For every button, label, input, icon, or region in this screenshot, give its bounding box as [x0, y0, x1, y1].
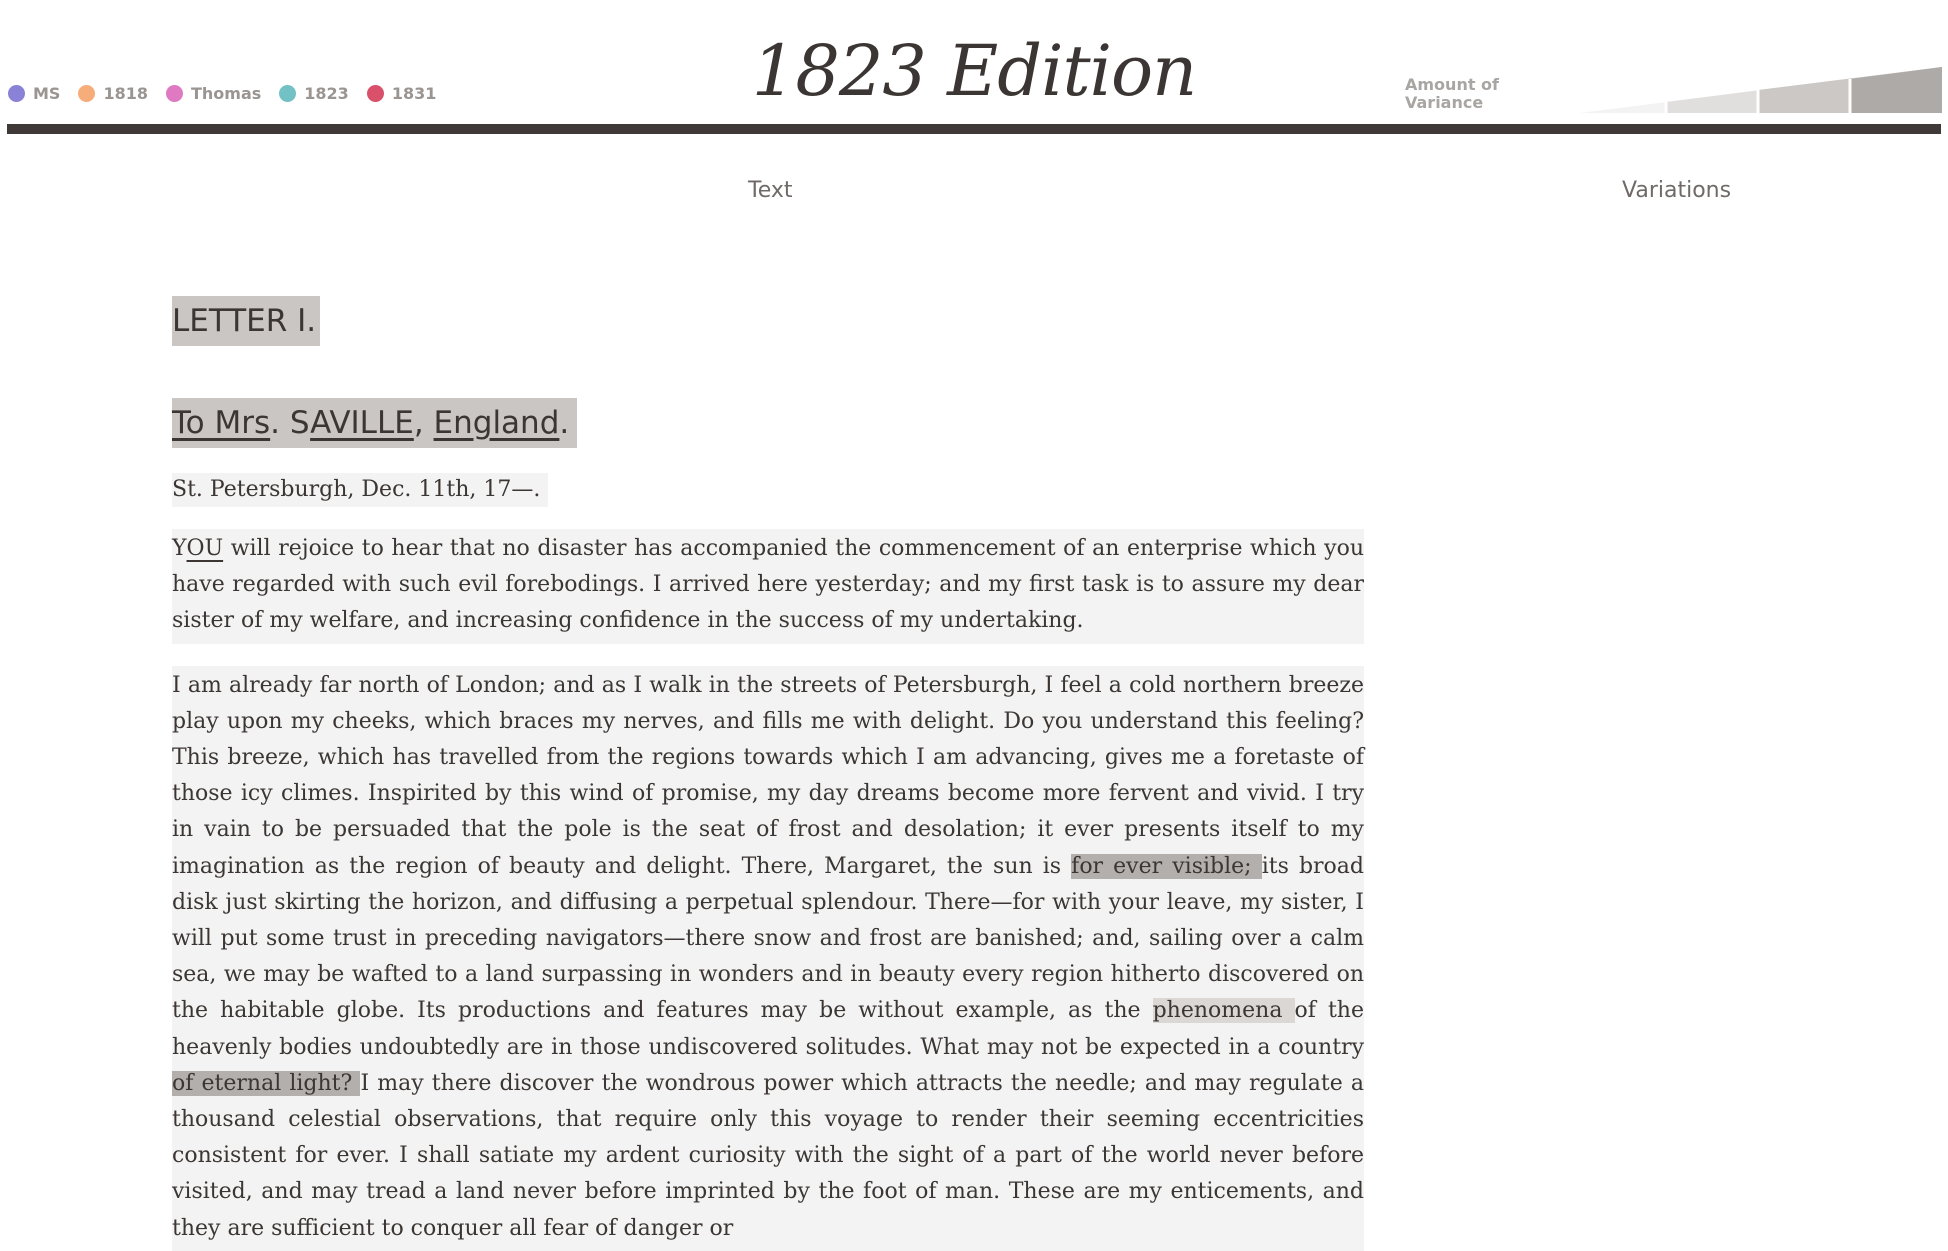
- tab-text[interactable]: Text: [748, 178, 793, 203]
- para1-first-letter: Y: [172, 536, 187, 561]
- para1-first-word-rest: OU: [186, 536, 224, 561]
- page-header: [0, 0, 1948, 135]
- legend-label-1823: 1823: [304, 84, 349, 103]
- address-name: AVILLE: [310, 405, 414, 441]
- edition-title: 1823 Edition: [751, 30, 1197, 112]
- header-rule: [7, 124, 1941, 134]
- legend-label-1831: 1831: [391, 84, 437, 103]
- para2-segment-4: I may there discover the wondrous power which attracts the needle; and may regulate a thousand celestial observations, that require only this voyage to render their seeming eccentricities consistent for ever. I shall satiate my ardent curiosity with the sight of a part of the world never before visited, and may tread a land never before imprinted by the foot of man. These are my enticements, and they are sufficient to conquer all fear of danger or: [172, 1070, 1365, 1241]
- variant-for-ever-visible[interactable]: for ever visible;: [1071, 853, 1262, 879]
- address-heading[interactable]: [172, 398, 577, 448]
- legend-label-1818: 1818: [103, 84, 148, 103]
- address-to: To Mrs: [172, 405, 271, 441]
- address-sep1: . S: [270, 405, 311, 441]
- para2-segment-1: I am already far north of London; and as I walk in the streets of Petersburgh, I feel a cold northern breeze play upon my cheeks, which braces my nerves, and fills me with delight. Do you understand this feeling? This breeze, which has travelled from the regions towards which I am advancing, gives me a foretaste of those icy climes. Inspirited by this wind of promise, my day dreams become more fervent and vivid. I try in vain to be persuaded that the pole is the seat of frost and desolation; it ever presents itself to my imagination as the region of beauty and delight. There, Margaret, the sun is: [172, 672, 1364, 879]
- tab-variations[interactable]: Variations: [1622, 178, 1732, 203]
- address-end: .: [559, 405, 570, 441]
- address-place: England: [433, 405, 560, 441]
- variant-eternal-light[interactable]: of eternal light?: [172, 1070, 361, 1096]
- text-column: [172, 296, 1364, 1251]
- para1-text: will rejoice to hear that no disaster has accompanied the commencement of an enterprise which you have regarded with such evil forebodings. I arrived here yesterday; and my first task is to assure my dear sister of my welfare, and increasing confidence in the success of my undertaking.: [172, 536, 1364, 634]
- para2-segment-3: of the heavenly bodies undoubtedly are in those undiscovered solitudes. What may not be expected in a country: [172, 998, 1364, 1060]
- variance-label: Amount of Variance: [1405, 75, 1499, 112]
- address-sep2: ,: [413, 405, 434, 441]
- legend-label-ms: MS: [33, 84, 61, 103]
- letter-heading[interactable]: LETTER I.: [172, 296, 320, 346]
- paragraph-2[interactable]: [172, 666, 1364, 1251]
- dateline[interactable]: St. Petersburgh, Dec. 11th, 17—.: [172, 473, 548, 507]
- variance-scale-icon: [1580, 67, 1942, 115]
- paragraph-1[interactable]: [172, 529, 1364, 644]
- para2-segment-2: its broad disk just skirting the horizon, and diffusing a perpetual splendour. There—for with your leave, my sister, I will put some trust in preceding navigators—there snow and frost are banished; and, sailing over a calm sea, we may be wafted to a land surpassing in wonders and in beauty every region hitherto discovered on the habitable globe. Its productions and features may be without example, as the: [172, 853, 1364, 1024]
- legend-label-thomas: Thomas: [190, 84, 262, 103]
- variant-phenomena[interactable]: phenomena: [1152, 998, 1295, 1024]
